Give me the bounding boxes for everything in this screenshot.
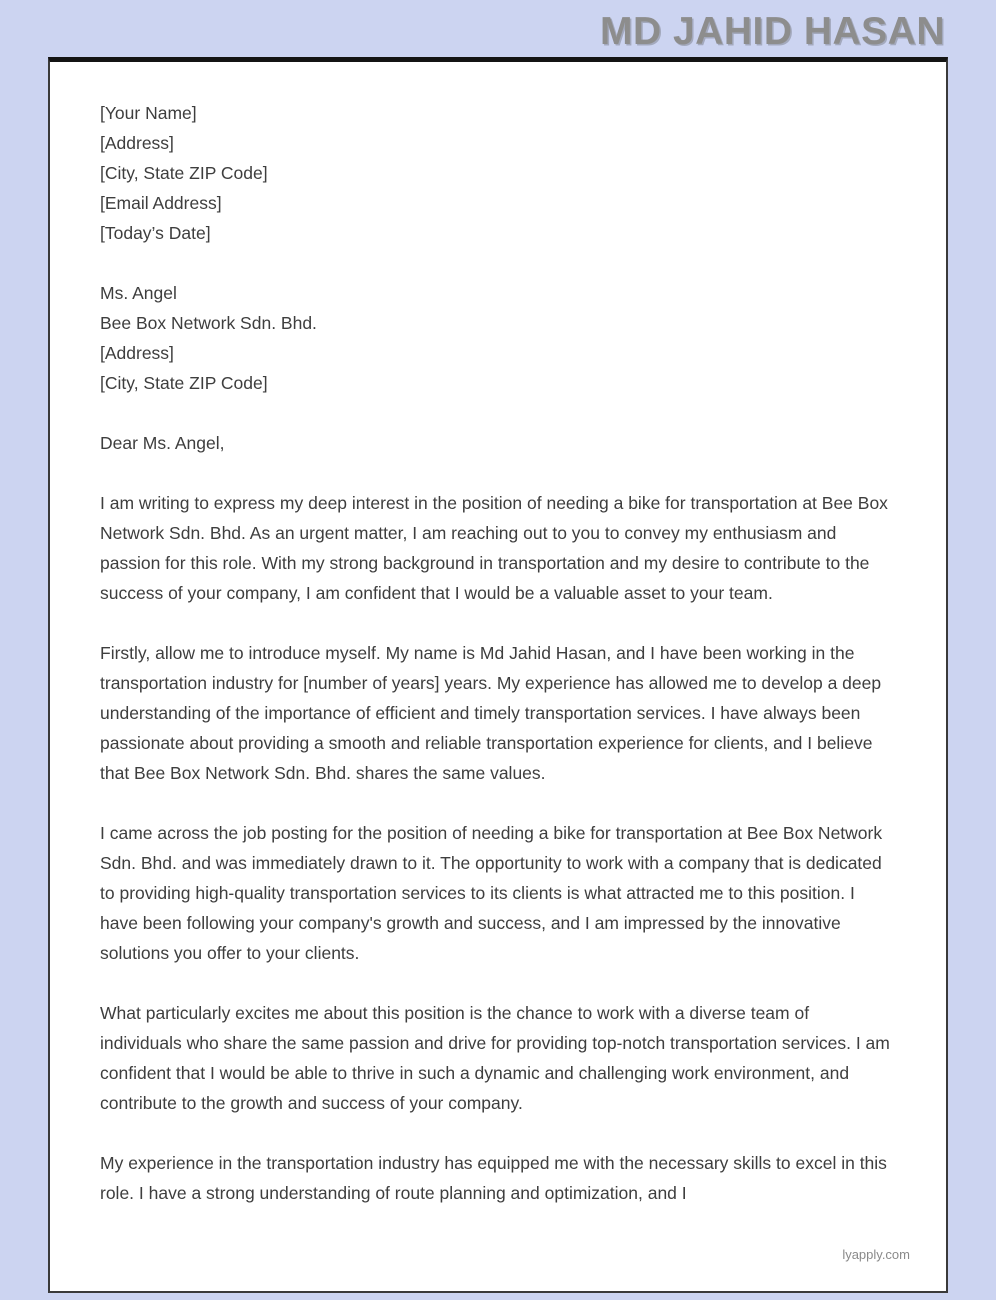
recipient-address-block: [100, 278, 894, 398]
letter-page: [48, 57, 948, 1293]
letterhead: [48, 10, 945, 54]
letter-paragraph: I am writing to express my deep interest in the position of needing a bike for transportation at Bee Box Network Sdn. Bhd. As an urgent matter, I am reaching out to you to convey my enthusiasm and passion for this role. With my strong background in transportation and my desire to contribute to the success of your company, I am confident that I would be a valuable asset to your team.: [100, 493, 888, 603]
recipient-company-line: Bee Box Network Sdn. Bhd.: [100, 313, 317, 333]
letter-content: [50, 62, 946, 1208]
sender-name-line: [Your Name]: [100, 103, 197, 123]
letter-paragraph: My experience in the transportation industry has equipped me with the necessary skills to excel in this role. I have a strong understanding of route planning and optimization, and I: [100, 1153, 887, 1203]
sender-address-line: [Address]: [100, 133, 174, 153]
letter-paragraph: I came across the job posting for the position of needing a bike for transportation at Bee Box Network Sdn. Bhd. and was immediately drawn to it. The opportunity to work with a company that is dedicated to providing high-quality transportation services to its clients is what attracted me to this position. I have been following your company's growth and success, and I am impressed by the innovative solutions you offer to your clients.: [100, 823, 883, 963]
salutation: Dear Ms. Angel,: [100, 433, 225, 453]
sender-address-block: [100, 98, 894, 248]
sender-email-line: [Email Address]: [100, 193, 222, 213]
recipient-address-line: [Address]: [100, 343, 174, 363]
sender-city-line: [City, State ZIP Code]: [100, 163, 268, 183]
letter-paragraph: Firstly, allow me to introduce myself. My name is Md Jahid Hasan, and I have been working in the transportation industry for [number of years] years. My experience has allowed me to develop a deep understanding of the importance of efficient and timely transportation services. I have always been passionate about providing a smooth and reliable transportation experience for clients, and I believe that Bee Box Network Sdn. Bhd. shares the same values.: [100, 643, 882, 783]
sender-date-line: [Today’s Date]: [100, 223, 211, 243]
watermark-text: lyapply.com: [842, 1247, 910, 1262]
letter-paragraph: What particularly excites me about this position is the chance to work with a diverse team of individuals who share the same passion and drive for providing top-notch transportation services. I am confident that I would be able to thrive in such a dynamic and challenging work environment, and contribute to the growth and success of your company.: [100, 1003, 890, 1113]
recipient-city-line: [City, State ZIP Code]: [100, 373, 268, 393]
salutation-block: [100, 428, 894, 458]
recipient-name-line: Ms. Angel: [100, 283, 177, 303]
author-name-title: MD JAHID HASAN: [599, 10, 945, 53]
